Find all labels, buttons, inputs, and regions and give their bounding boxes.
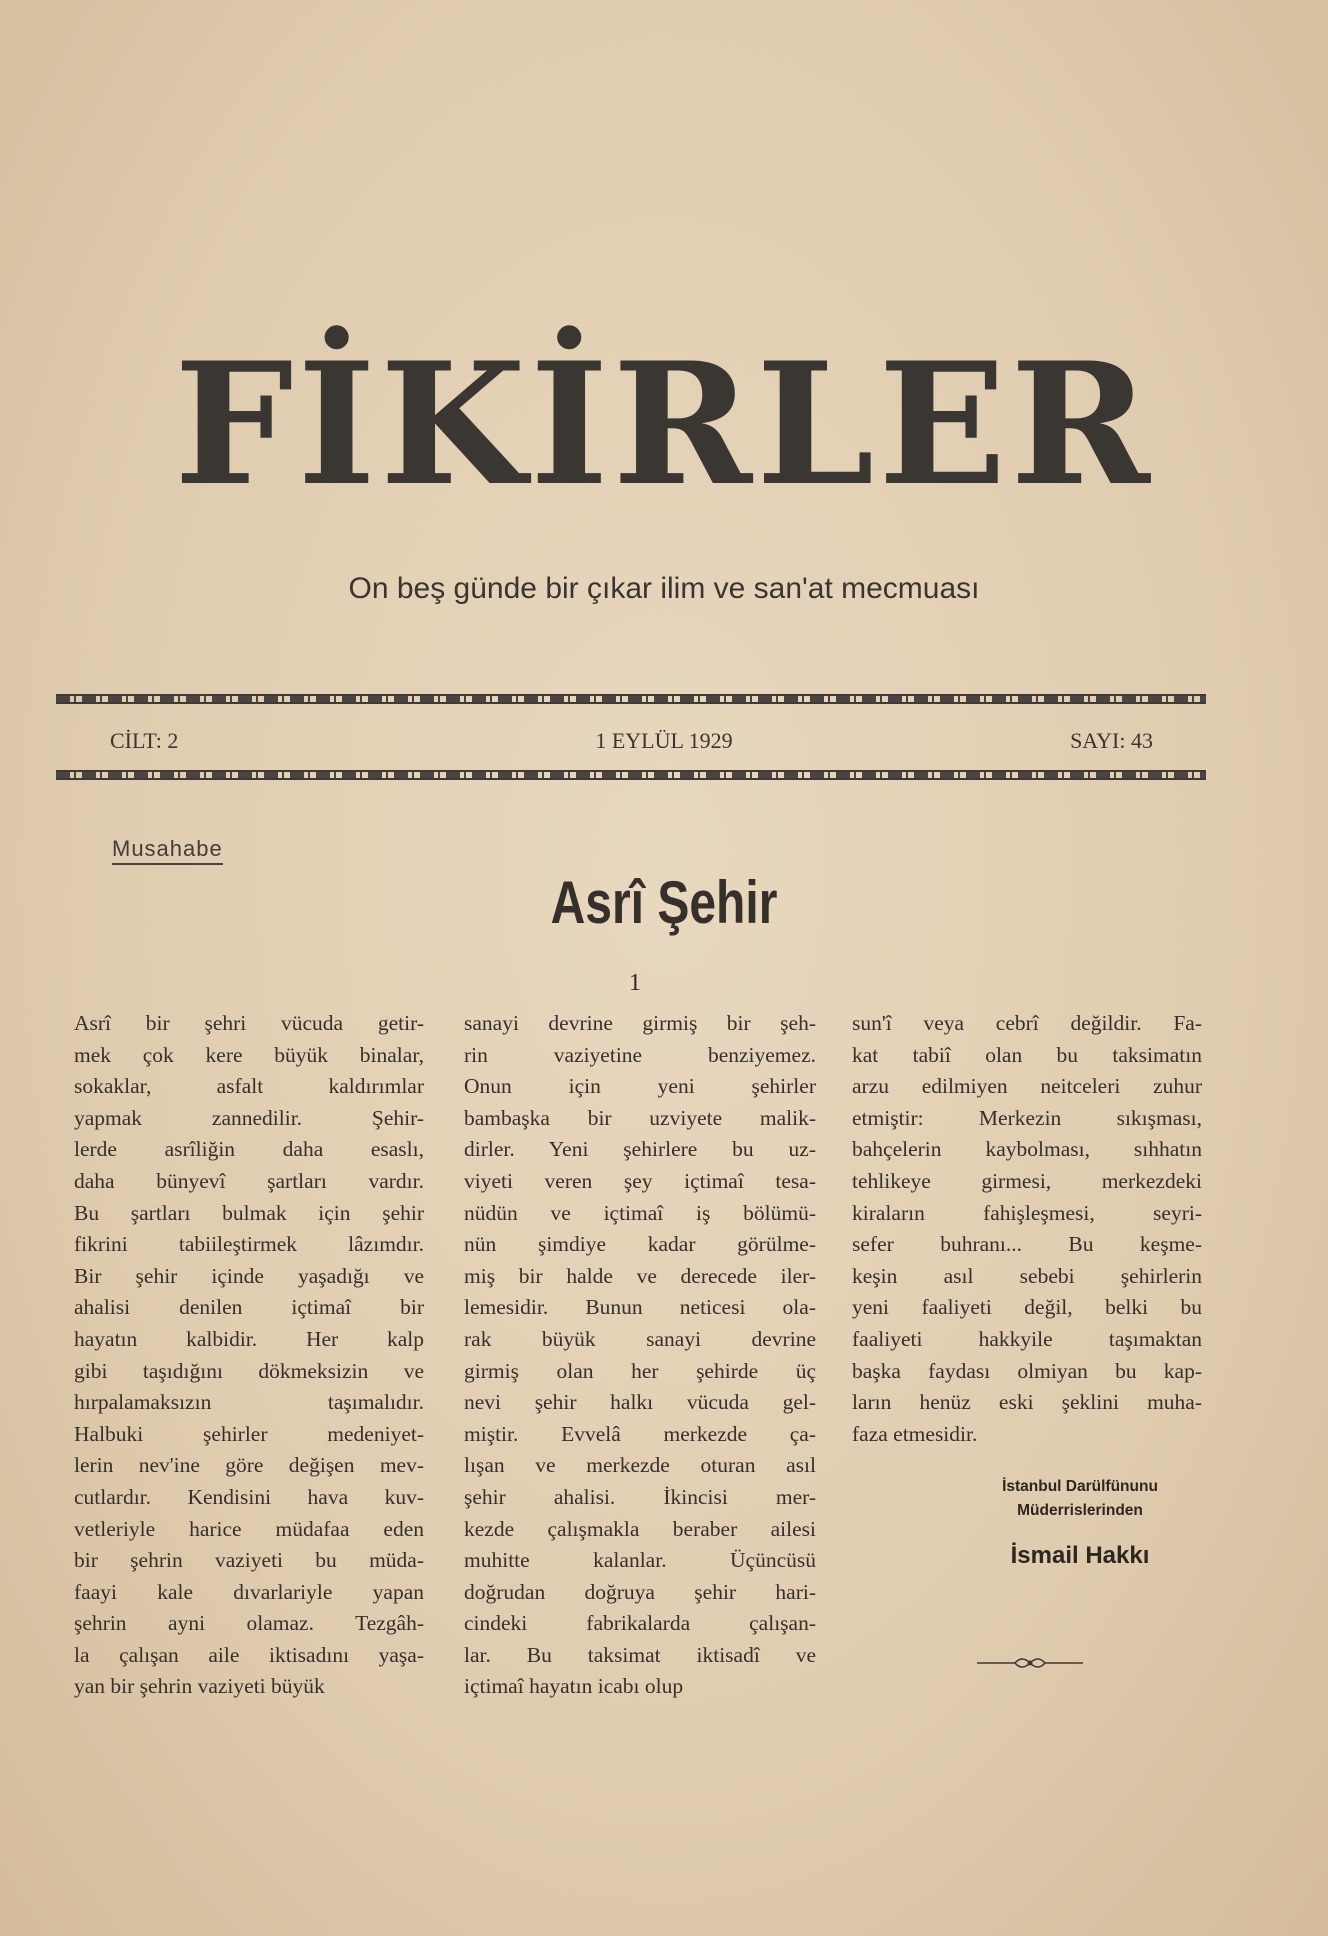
article-line: şehrin ayni olamaz. Tezgâh- xyxy=(74,1611,424,1636)
article-line: sokaklar, asfalt kaldırımlar xyxy=(74,1074,424,1099)
author-title: Müderrislerinden xyxy=(1017,1502,1143,1519)
article-line: cutlardır. Kendisini hava kuv- xyxy=(74,1484,424,1509)
article-line: sanayi devrine girmiş bir şeh- xyxy=(464,1011,816,1035)
article-line: gibi taşıdığını dökmeksizin ve xyxy=(74,1358,424,1383)
article-line: muhitte kalanlar. Üçüncüsü xyxy=(464,1548,816,1573)
author-institution: İstanbul Darülfünunu xyxy=(1002,1478,1158,1495)
article-line: vetleriyle harice müdafaa eden xyxy=(74,1516,424,1541)
ornamental-rule-top xyxy=(56,694,1206,704)
article-line: kiraların fahişleşmesi, seyri- xyxy=(852,1200,1202,1225)
article-column-3 xyxy=(852,1008,1202,1450)
article-line: lerde asrîliğin daha esaslı, xyxy=(74,1137,424,1162)
article-part-number: 1 xyxy=(629,970,641,996)
article-line: mek çok kere büyük binalar, xyxy=(74,1042,424,1067)
article-line: daha bünyevî şartları vardır. xyxy=(74,1168,424,1193)
ornamental-rule-bottom xyxy=(56,770,1206,780)
article-line: içtimaî hayatın icabı olup xyxy=(464,1674,684,1699)
issue-date: 1 EYLÜL 1929 xyxy=(595,728,733,753)
article-line: lışan ve merkezde oturan asıl xyxy=(464,1453,816,1478)
article-line: lerin nev'ine göre değişen mev- xyxy=(74,1453,424,1478)
section-label: Musahabe xyxy=(112,836,223,865)
article-title: Asrî Şehir xyxy=(550,869,778,936)
article-line: bir şehrin vaziyeti bu müda- xyxy=(74,1548,424,1573)
article-line: tehlikeye girmesi, merkezdeki xyxy=(852,1168,1202,1193)
article-line: doğrudan doğruya şehir hari- xyxy=(464,1579,816,1604)
article-line: bahçelerin kaybolması, sıhhatın xyxy=(852,1137,1202,1162)
article-line: kat tabiî olan bu taksimatın xyxy=(852,1042,1202,1067)
article-line: faayi kale dıvarlariyle yapan xyxy=(74,1579,424,1604)
article-line: miştir. Evvelâ merkezde ça- xyxy=(464,1421,816,1446)
issue-number: SAYI: 43 xyxy=(1070,728,1153,753)
article-line: etmiştir: Merkezin sıkışması, xyxy=(852,1105,1202,1130)
article-line: Bir şehir içinde yaşadığı ve xyxy=(74,1263,424,1288)
article-line: arzu edilmiyen neitceleri zuhur xyxy=(852,1074,1202,1099)
article-line: hayatın kalbidir. Her kalp xyxy=(74,1326,424,1351)
article-line: dirler. Yeni şehirlere bu uz- xyxy=(464,1137,816,1162)
article-line: kezde çalışmakla beraber ailesi xyxy=(464,1516,816,1541)
article-line: sefer buhranı... Bu keşme- xyxy=(852,1232,1202,1257)
article-line: rak büyük sanayi devrine xyxy=(464,1326,816,1351)
article-column-1 xyxy=(74,1008,424,1703)
article-line: ahalisi denilen içtimaî bir xyxy=(74,1295,424,1320)
author-name: İsmail Hakkı xyxy=(1010,1542,1150,1569)
article-line: başka faydası olmiyan bu kap- xyxy=(852,1358,1202,1383)
article-line: nün şimdiye kadar görülme- xyxy=(464,1232,816,1257)
article-line: nüdün ve içtimaî iş bölümü- xyxy=(464,1200,816,1225)
article-line: miş bir halde ve derecede iler- xyxy=(464,1263,816,1288)
article-line: lar. Bu taksimat iktisadî ve xyxy=(464,1642,816,1667)
article-line: keşin asıl sebebi şehirlerin xyxy=(852,1263,1202,1288)
article-line: rin vaziyetine benziyemez. xyxy=(464,1042,816,1067)
article-line: fikrini tabiileştirmek lâzımdır. xyxy=(74,1232,424,1257)
article-line: girmiş olan her şehirde üç xyxy=(464,1358,816,1383)
article-line: la çalışan aile iktisadını yaşa- xyxy=(74,1642,424,1667)
article-line: Halbuki şehirler medeniyet- xyxy=(74,1421,424,1446)
article-line: bambaşka bir uzviyete malik- xyxy=(464,1105,816,1130)
article-line: viyeti veren şey içtimaî tesa- xyxy=(464,1168,816,1193)
article-line: ların henüz eski şeklini muha- xyxy=(852,1390,1202,1415)
article-line: faza etmesidir. xyxy=(852,1421,978,1446)
article-line: hırpalamaksızın taşımalıdır. xyxy=(74,1390,424,1415)
masthead-subtitle: On beş günde bir çıkar ilim ve san'at mecmuası xyxy=(348,572,980,605)
article-line: Asrî bir şehri vücuda getir- xyxy=(74,1011,424,1035)
article-line: faaliyeti hakkyile taşımaktan xyxy=(852,1326,1202,1351)
masthead-title: FİKİRLER xyxy=(174,325,1154,523)
article-line: lemesidir. Bunun neticesi ola- xyxy=(464,1295,816,1320)
article-line: yan bir şehrin vaziyeti büyük xyxy=(74,1674,325,1699)
article-line: yapmak zannedilir. Şehir- xyxy=(74,1105,424,1130)
article-line: yeni faaliyeti değil, belki bu xyxy=(852,1295,1202,1320)
article-line: cindeki fabrikalarda çalışan- xyxy=(464,1611,816,1636)
article-line: sun'î veya cebrî değildir. Fa- xyxy=(852,1011,1202,1035)
article-line: Bu şartları bulmak için şehir xyxy=(74,1200,424,1225)
article-line: şehir ahalisi. İkincisi mer- xyxy=(464,1484,816,1509)
end-ornament xyxy=(975,1654,1085,1672)
article-column-2 xyxy=(464,1008,816,1703)
article-line: nevi şehir halkı vücuda gel- xyxy=(464,1390,816,1415)
article-line: Onun için yeni şehirler xyxy=(464,1074,816,1099)
volume-label: CİLT: 2 xyxy=(110,728,179,753)
